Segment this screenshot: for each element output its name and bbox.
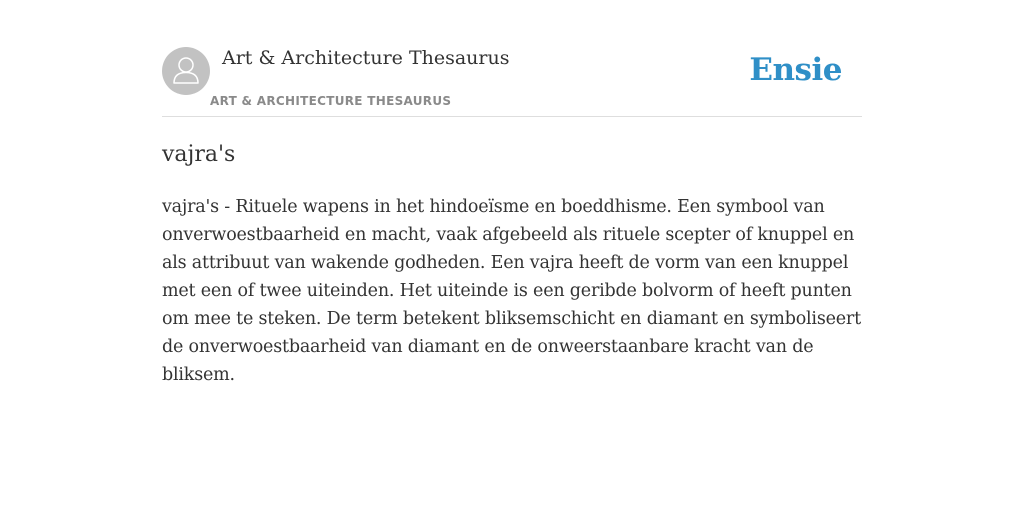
user-icon (162, 47, 210, 95)
definition-text: vajra's - Rituele wapens in het hindoeïsme en boeddhisme. Een symbool van onverwoestbaarheid en macht, vaak afgebeeld als rituele scepter of knuppel en als attribuut van wakende godheden. Een vajra heeft de vorm van een knuppel met een of twee uiteinden. Het uiteinde is een geribde bolvorm of heeft punten om mee te steken. De term betekent bliksemschicht en diamant en symboliseert de onverwoestbaarheid van diamant en de onweerstaanbare kracht van de bliksem. (162, 197, 861, 385)
entry-header (162, 0, 862, 117)
avatar[interactable] (162, 47, 210, 95)
source-title[interactable]: Art & Architecture Thesaurus (222, 47, 510, 69)
page-title: vajra's (162, 142, 236, 167)
source-subtitle[interactable]: ART & ARCHITECTURE THESAURUS (210, 94, 452, 108)
ensie-logo[interactable]: Ensie (749, 52, 842, 88)
entry-card (162, 0, 862, 385)
